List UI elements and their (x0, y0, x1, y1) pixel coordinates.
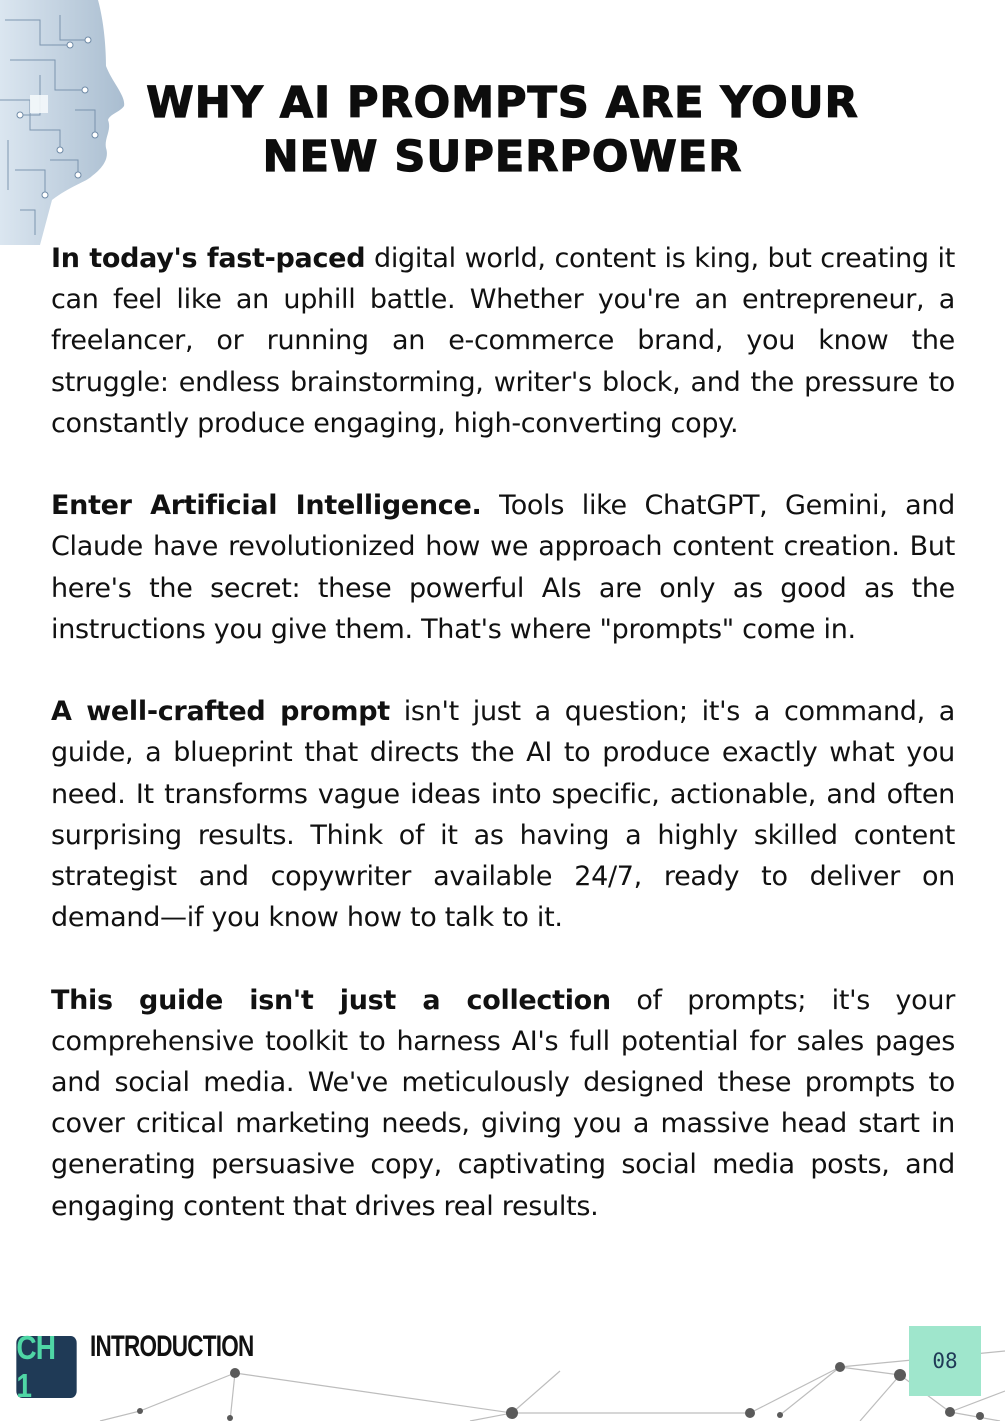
title-line-1: WHY AI PROMPTS ARE YOUR (146, 78, 859, 128)
network-decoration (0, 1311, 1005, 1421)
paragraph-prompt (51, 691, 955, 938)
paragraph-guide (51, 980, 955, 1227)
paragraph-text: isn't just a question; it's a command, a guide, a blueprint that directs the AI to produce exactly what you need. It transforms vague ideas into specific, actionable, and often surprising results. Think of it as having a highly skilled content strategist and copywriter available 24/7, ready to deliver on demand—if you know how to talk to it. (51, 696, 955, 934)
paragraph-lead: Enter Artificial Intelligence. (51, 490, 482, 522)
paragraph-lead: This guide isn't just a collection (51, 984, 611, 1016)
paragraph-text: of prompts; it's your comprehensive toolkit to harness AI's full potential for sales pages and social media. We've meticulously designed these prompts to cover critical marketing needs, giving you a massive head start in generating persuasive copy, captivating social media posts, and engaging content that drives real results. (51, 984, 955, 1222)
chapter-badge: CH 1 (16, 1336, 76, 1398)
paragraph-text: Tools like ChatGPT, Gemini, and Claude have revolutionized how we approach content creation. But here's the secret: these powerful AIs are only as good as the instructions you give them. That's where "prompts" come in. (51, 490, 955, 645)
body-text (51, 238, 955, 1268)
chapter-label: INTRODUCTION (90, 1330, 254, 1363)
paragraph-text: digital world, content is king, but creating it can feel like an uphill battle. Whether you're an entrepreneur, a freelancer, or running an e-commerce brand, you know the struggle: endless brainstorming, writer's block, and the pressure to constantly produce engaging, high-converting copy. (51, 243, 955, 439)
paragraph-lead: In today's fast-paced (51, 243, 366, 274)
circuit-head-illustration (0, 0, 132, 245)
page-title (120, 76, 885, 184)
paragraph-intro (51, 238, 955, 444)
paragraph-ai (51, 485, 955, 650)
title-line-2: NEW SUPERPOWER (262, 132, 743, 182)
paragraph-lead: A well-crafted prompt (51, 696, 390, 728)
page-number: 08 (909, 1326, 981, 1396)
